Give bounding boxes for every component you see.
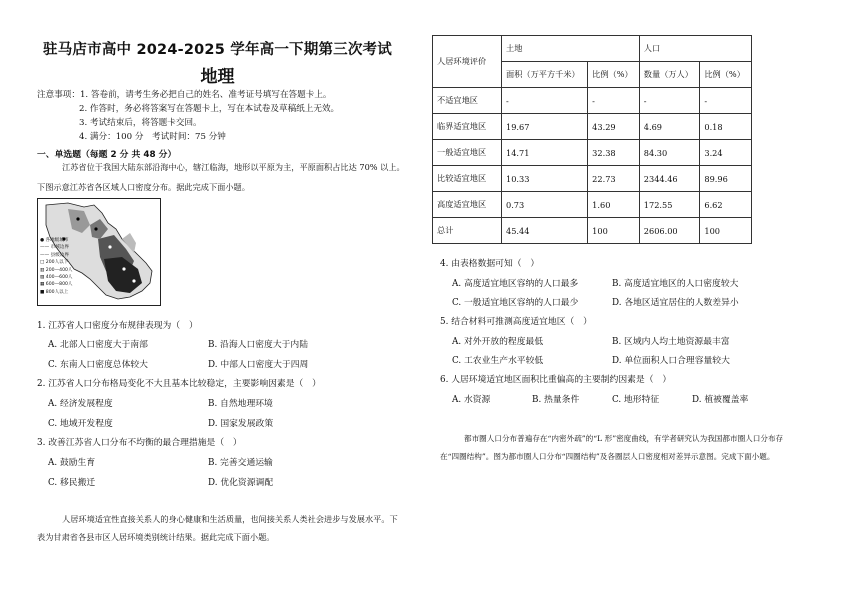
- population-density-map: [37, 198, 161, 306]
- q3-option-a[interactable]: A. 鼓励生育: [48, 458, 96, 468]
- table-cell: 22.73: [588, 166, 640, 192]
- table-row: [433, 114, 752, 140]
- table-row: [433, 88, 752, 114]
- table-cell: 19.67: [502, 114, 588, 140]
- q5-option-b[interactable]: B. 区域内人均土地资源最丰富: [612, 337, 730, 347]
- table-cell: 4.69: [639, 114, 700, 140]
- question-5-stem: 5. 结合材料可推测高度适宜地区（ ）: [440, 317, 592, 327]
- table-cell: -: [588, 88, 640, 114]
- table-row: [433, 140, 752, 166]
- table-corner-cell: 人居环境评价: [433, 36, 502, 88]
- q6-option-b[interactable]: B. 热量条件: [532, 395, 580, 405]
- table-cell: 45.44: [502, 218, 588, 244]
- q1-option-a[interactable]: A. 北部人口密度大于南部: [48, 340, 148, 350]
- q1-option-d[interactable]: D. 中部人口密度大于四周: [208, 360, 309, 370]
- row-label: 总计: [433, 218, 502, 244]
- table-cell: 0.73: [502, 192, 588, 218]
- table-cell: 2606.00: [639, 218, 700, 244]
- table-cell: -: [502, 88, 588, 114]
- legend-item: □ 200人以下: [40, 260, 69, 266]
- table-cell: 6.62: [700, 192, 752, 218]
- material-paragraph: 都市圈人口分布普遍存在“内密外疏”的“L 形”密度曲线，有学者研究认为我国都市圈人口分布存: [464, 434, 784, 443]
- table-cell: 0.18: [700, 114, 752, 140]
- table-cell: 2344.46: [639, 166, 700, 192]
- table-row: [433, 218, 752, 244]
- table-header-row: [433, 36, 752, 62]
- legend-item: ▦ 600—800人: [40, 282, 73, 288]
- row-label: 高度适宜地区: [433, 192, 502, 218]
- row-label: 临界适宜地区: [433, 114, 502, 140]
- question-6-stem: 6. 人居环境适宜地区面积比重偏高的主要制约因素是（ ）: [440, 375, 672, 385]
- legend-item: ▥ 200—400人: [40, 267, 73, 273]
- table-cell: 10.33: [502, 166, 588, 192]
- q2-option-d[interactable]: D. 国家发展政策: [208, 419, 274, 429]
- table-row: [433, 192, 752, 218]
- table-cell: 14.71: [502, 140, 588, 166]
- table-subheader-cell: 面积（万平方千米）: [502, 62, 588, 88]
- note-line: 注意事项：1. 答卷前，请考生务必把自己的姓名、准考证号填写在答题卡上。: [37, 90, 332, 100]
- q1-option-c[interactable]: C. 东南人口密度总体较大: [48, 360, 148, 370]
- legend-item: —— 市域边界: [40, 245, 70, 251]
- q6-option-a[interactable]: A. 水资源: [452, 395, 491, 405]
- q3-option-c[interactable]: C. 移民搬迁: [48, 478, 96, 488]
- question-2-stem: 2. 江苏省人口分布格局变化不大且基本比较稳定，主要影响因素是（ ）: [37, 379, 321, 389]
- q2-option-a[interactable]: A. 经济发展程度: [48, 399, 113, 409]
- table-row: [433, 166, 752, 192]
- table-cell: 100: [700, 218, 752, 244]
- q4-option-a[interactable]: A. 高度适宜地区容纳的人口最多: [452, 279, 579, 289]
- question-4-stem: 4. 由表格数据可知（ ）: [440, 259, 540, 269]
- q6-option-c[interactable]: C. 地形特征: [612, 395, 660, 405]
- question-3-stem: 3. 改善江苏省人口分布不均衡的最合理措施是（ ）: [37, 438, 242, 448]
- row-label: 一般适宜地区: [433, 140, 502, 166]
- subject-title: 地理: [200, 67, 235, 87]
- exam-title: 驻马店市高中 2024-2025 学年高一下期第三次考试: [43, 42, 392, 58]
- section-heading: 一、单选题（每题 2 分 共 48 分）: [37, 150, 177, 160]
- q2-option-c[interactable]: C. 地域开发程度: [48, 419, 113, 429]
- table-cell: -: [639, 88, 700, 114]
- legend-item: ● 各地级城市: [40, 238, 69, 243]
- table-cell: 89.96: [700, 166, 752, 192]
- q4-option-d[interactable]: D. 各地区适宜居住的人数差异小: [612, 298, 739, 308]
- q5-option-d[interactable]: D. 单位面积人口合理容量较大: [612, 356, 730, 366]
- table-subheader-cell: 数量（万人）: [639, 62, 700, 88]
- table-cell: 100: [588, 218, 640, 244]
- q2-option-b[interactable]: B. 自然地理环境: [208, 399, 273, 409]
- material-paragraph: 江苏省位于我国大陆东部沿海中心，辖江临海，地形以平原为主，平原面积占比达 70% 以上。: [62, 162, 405, 172]
- table-cell: -: [700, 88, 752, 114]
- map-legend: [40, 237, 73, 296]
- question-1-stem: 1. 江苏省人口密度分布规律表现为（ ）: [37, 321, 198, 331]
- table-subheader-cell: 比例（%）: [700, 62, 752, 88]
- material-paragraph: 表为甘肃省各县市区人居环境类别统计结果。据此完成下面小题。: [37, 532, 275, 542]
- q1-option-b[interactable]: B. 沿海人口密度大于内陆: [208, 340, 309, 350]
- table-subheader-cell: 比例（%）: [588, 62, 640, 88]
- q3-option-d[interactable]: D. 优化资源调配: [208, 478, 274, 488]
- row-label: 比较适宜地区: [433, 166, 502, 192]
- material-paragraph: 人居环境适宜性直接关系人的身心健康和生活质量，也间接关系人类社会进步与发展水平。下: [62, 514, 398, 524]
- table-cell: 172.55: [639, 192, 700, 218]
- legend-item: —— 县级边界: [40, 252, 70, 258]
- table-cell: 32.38: [588, 140, 640, 166]
- q6-option-d[interactable]: D. 植被覆盖率: [692, 395, 749, 405]
- table-cell: 1.60: [588, 192, 640, 218]
- q4-option-b[interactable]: B. 高度适宜地区的人口密度较大: [612, 279, 739, 289]
- habitat-statistics-table: [432, 35, 752, 244]
- note-line: 2. 作答时，务必将答案写在答题卡上，写在本试卷及草稿纸上无效。: [79, 104, 340, 114]
- legend-item: ■ 800人以上: [40, 289, 69, 295]
- table-cell: 3.24: [700, 140, 752, 166]
- material-paragraph: 下图示意江苏省各区域人口密度分布。据此完成下面小题。: [37, 182, 250, 192]
- q5-option-c[interactable]: C. 工农业生产水平较低: [452, 356, 544, 366]
- q5-option-a[interactable]: A. 对外开放的程度最低: [452, 337, 544, 347]
- table-group-header-land: 土地: [502, 36, 640, 62]
- q3-option-b[interactable]: B. 完善交通运输: [208, 458, 273, 468]
- note-line: 4. 满分：100 分 考试时间：75 分钟: [79, 132, 226, 142]
- q4-option-c[interactable]: C. 一般适宜地区容纳的人口最少: [452, 298, 579, 308]
- table-cell: 43.29: [588, 114, 640, 140]
- material-paragraph: 在“四圈结构”。图为都市圈人口分布“四圈结构”及各圈层人口密度相对差异示意图。完成下面小题。: [440, 452, 775, 461]
- note-line: 3. 考试结束后，将答题卡交回。: [79, 118, 202, 128]
- table-cell: 84.30: [639, 140, 700, 166]
- row-label: 不适宜地区: [433, 88, 502, 114]
- legend-item: ▨ 400—600人: [40, 275, 73, 281]
- table-group-header-population: 人口: [639, 36, 751, 62]
